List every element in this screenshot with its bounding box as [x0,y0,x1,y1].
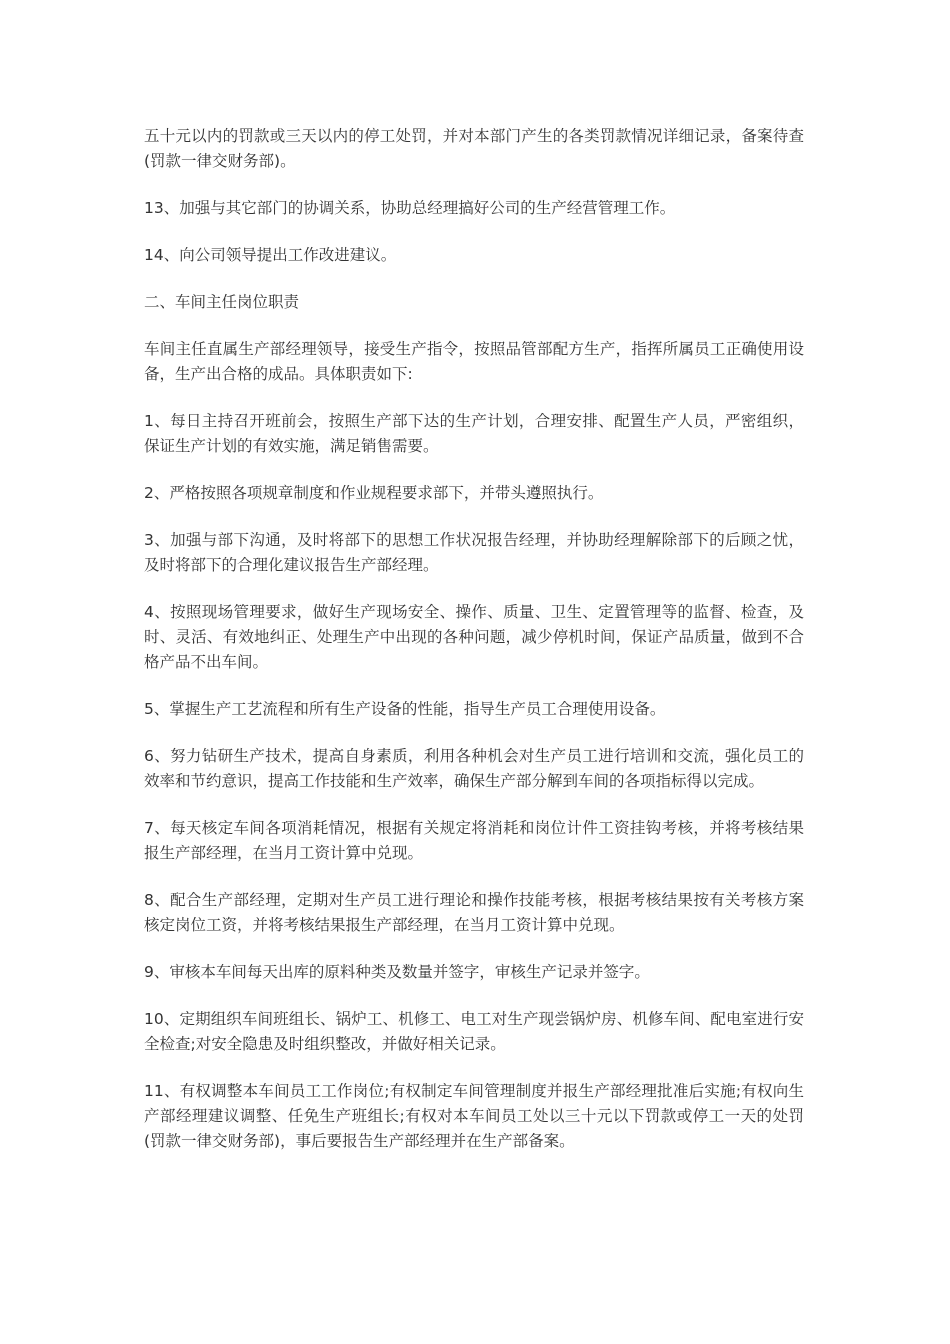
paragraph-duty-2: 2、严格按照各项规章制度和作业规程要求部下，并带头遵照执行。 [144,484,604,502]
paragraph-duty-10: 10、定期组织车间班组长、锅炉工、机修工、电工对生产现尝锅炉房、机修车间、配电室进行安全检查;对安全隐患及时组织整改，并做好相关记录。 [144,1010,804,1053]
paragraph-duty-3: 3、加强与部下沟通，及时将部下的思想工作状况报告经理，并协助经理解除部下的后顾之忧，及时将部下的合理化建议报告生产部经理。 [144,531,804,574]
document-body [144,124,804,1176]
paragraph-penalty-continuation: 五十元以内的罚款或三天以内的停工处罚，并对本部门产生的各类罚款情况详细记录，备案待查(罚款一律交财务部)。 [144,127,804,170]
paragraph-duty-7: 7、每天核定车间各项消耗情况，根据有关规定将消耗和岗位计件工资挂钩考核，并将考核结果报生产部经理，在当月工资计算中兑现。 [144,819,804,862]
paragraph-duty-1: 1、每日主持召开班前会，按照生产部下达的生产计划，合理安排、配置生产人员，严密组织，保证生产计划的有效实施，满足销售需要。 [144,412,804,455]
paragraph-duty-4: 4、按照现场管理要求，做好生产现场安全、操作、质量、卫生、定置管理等的监督、检查，及时、灵活、有效地纠正、处理生产中出现的各种问题，减少停机时间，保证产品质量，做到不合格产品不出车间。 [144,603,804,671]
paragraph-intro: 车间主任直属生产部经理领导，接受生产指令，按照品管部配方生产，指挥所属员工正确使用设备，生产出合格的成品。具体职责如下: [144,340,804,383]
paragraph-duty-9: 9、审核本车间每天出库的原料种类及数量并签字，审核生产记录并签字。 [144,963,650,981]
paragraph-duty-5: 5、掌握生产工艺流程和所有生产设备的性能，指导生产员工合理使用设备。 [144,700,666,718]
paragraph-item-14: 14、向公司领导提出工作改进建议。 [144,246,397,264]
paragraph-duty-11: 11、有权调整本车间员工工作岗位;有权制定车间管理制度并报生产部经理批准后实施;有权向生产部经理建议调整、任免生产班组长;有权对本车间员工处以三十元以下罚款或停工一天的处罚(罚款一律交财务部)，事后要报告生产部经理并在生产部备案。 [144,1082,804,1150]
section-heading-workshop-director: 二、车间主任岗位职责 [144,293,300,311]
paragraph-item-13: 13、加强与其它部门的协调关系，协助总经理搞好公司的生产经营管理工作。 [144,199,676,217]
paragraph-duty-6: 6、努力钻研生产技术，提高自身素质，利用各种机会对生产员工进行培训和交流，强化员工的效率和节约意识，提高工作技能和生产效率，确保生产部分解到车间的各项指标得以完成。 [144,747,804,790]
paragraph-duty-8: 8、配合生产部经理，定期对生产员工进行理论和操作技能考核，根据考核结果按有关考核方案核定岗位工资，并将考核结果报生产部经理，在当月工资计算中兑现。 [144,891,804,934]
